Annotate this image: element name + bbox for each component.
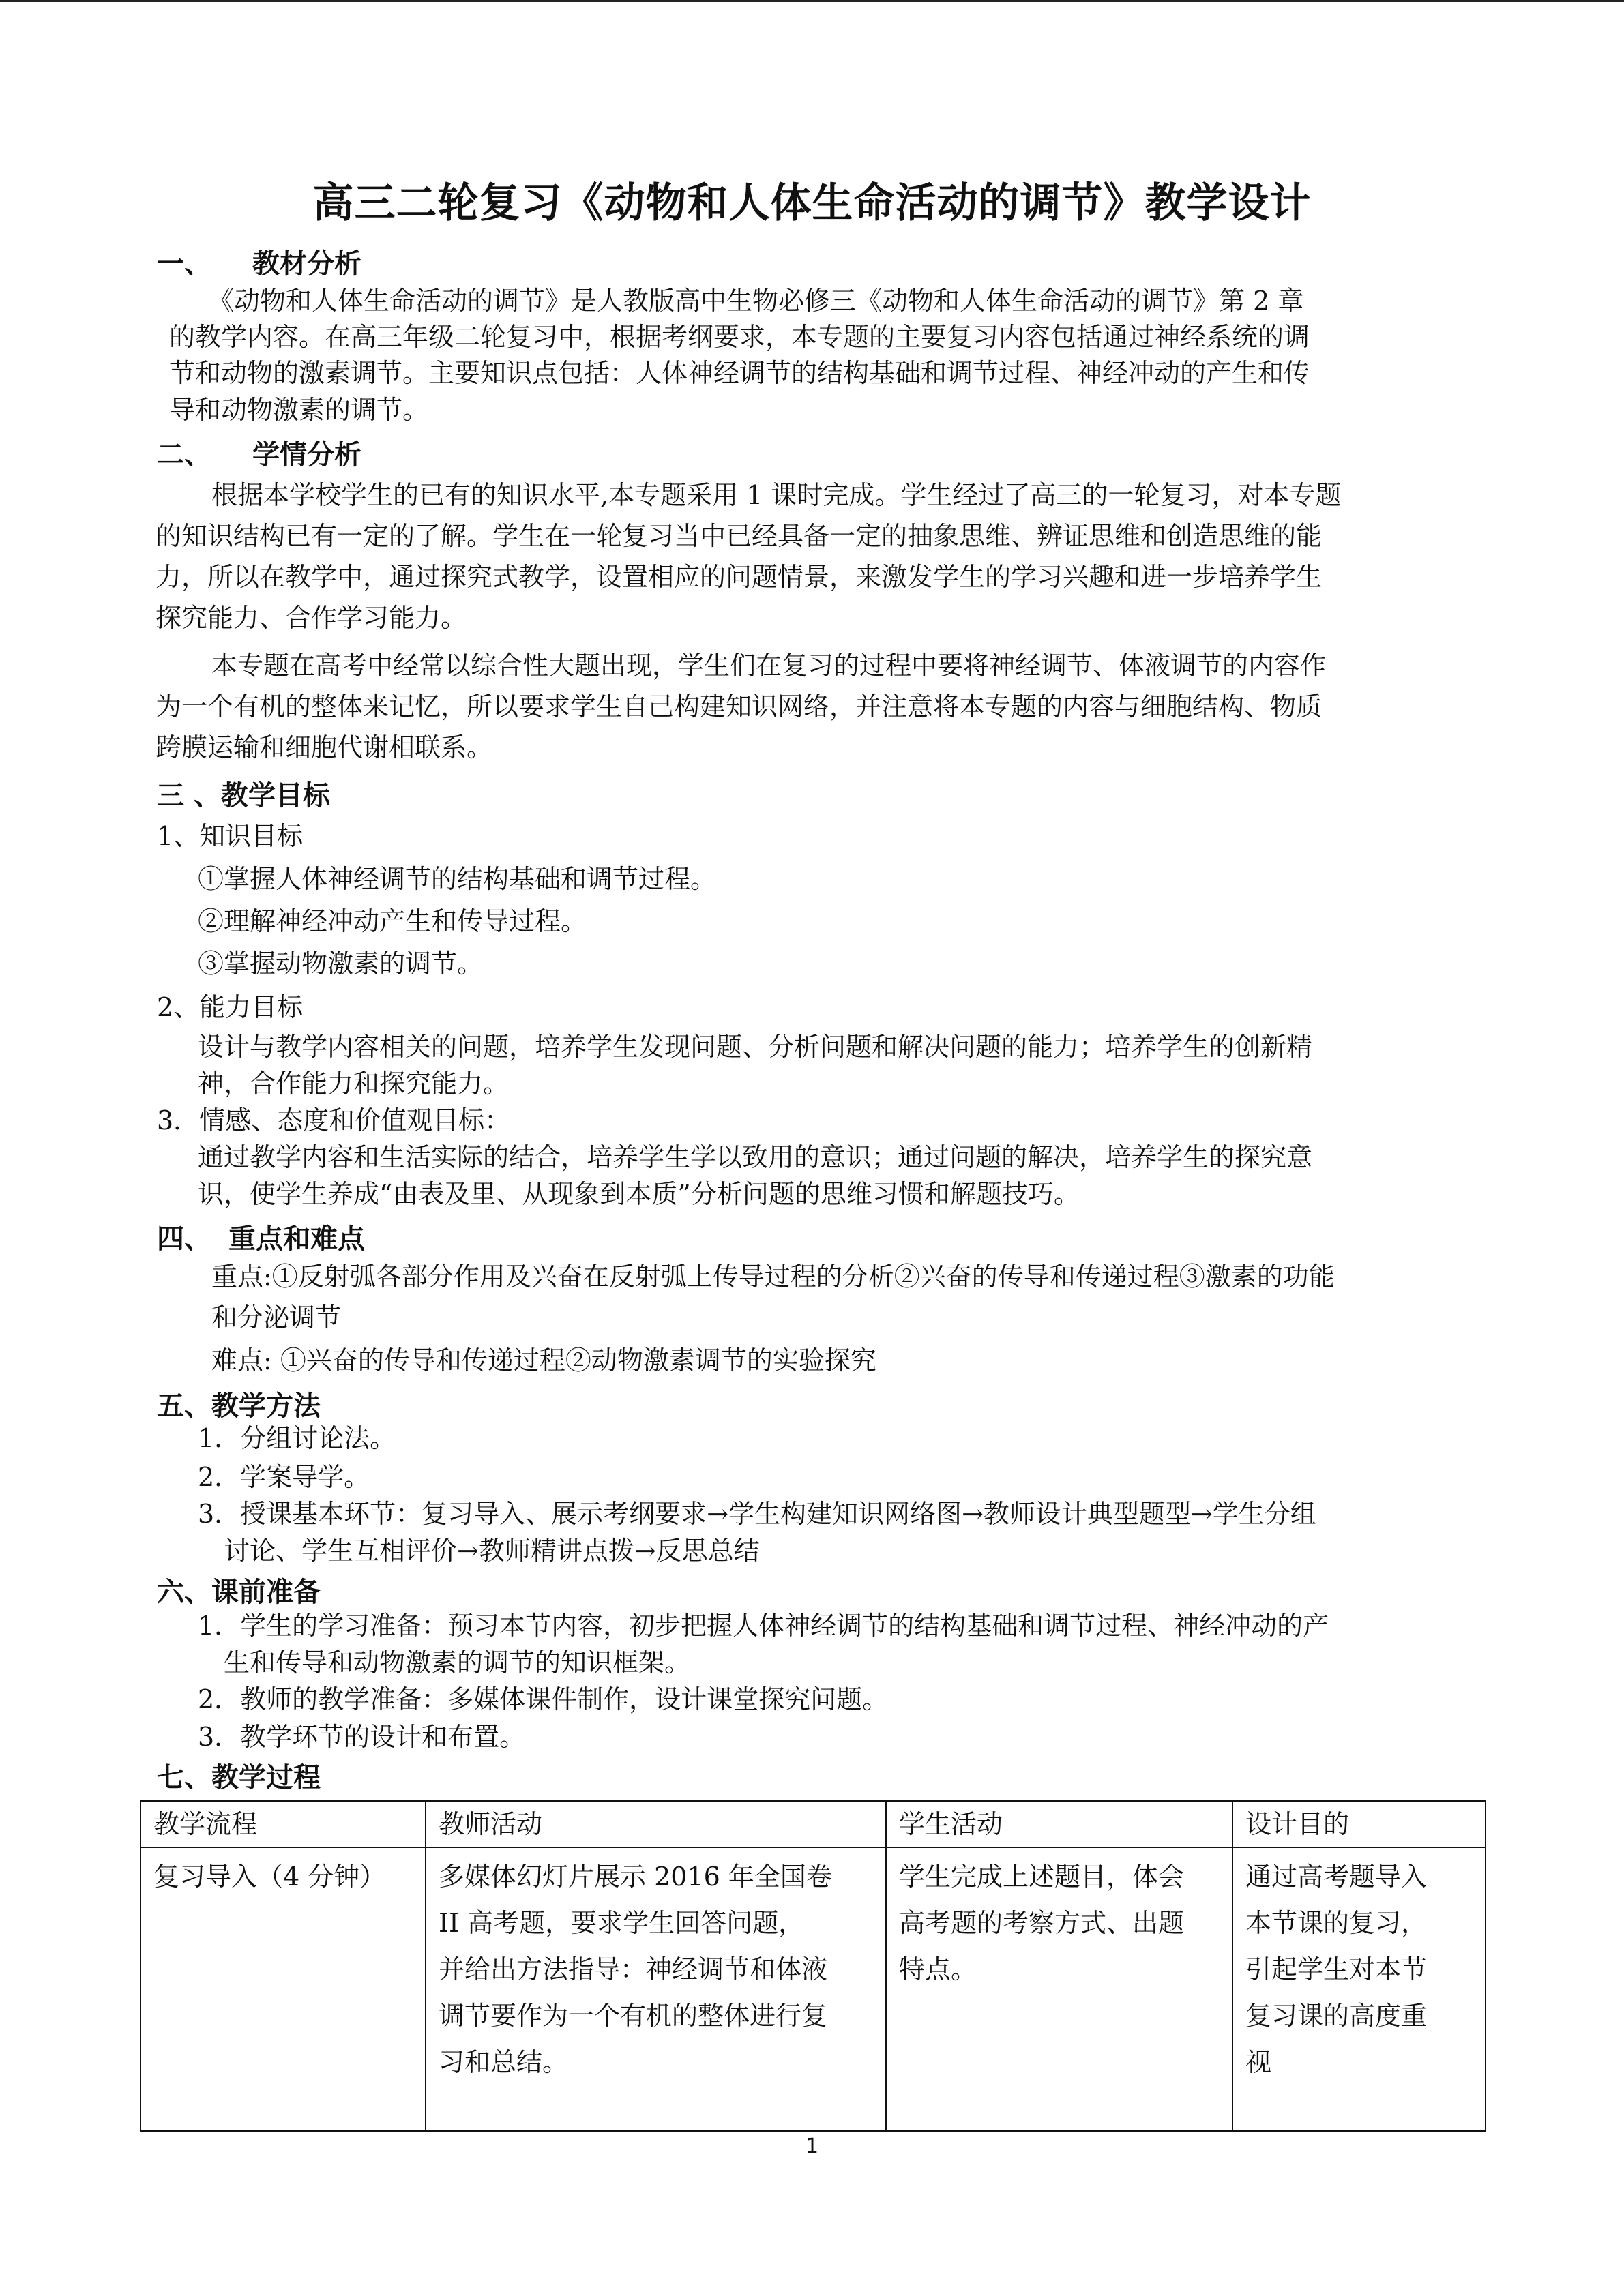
paragraph-line: 导和动物激素的调节。 (169, 395, 429, 425)
list-item: 1．学生的学习准备：预习本节内容，初步把握人体神经调节的结构基础和调节过程、神经冲动的产 (198, 1611, 1329, 1641)
table-header-cell: 设计目的 (1232, 1801, 1486, 1847)
design-purpose-cell (1232, 1847, 1486, 2131)
section-heading-4 (157, 1217, 365, 1256)
cell-line: 复习课的高度重 (1245, 2001, 1428, 2031)
goal-item: ②理解神经冲动产生和传导过程。 (198, 906, 587, 936)
section-number: 四、 (157, 1223, 211, 1255)
section-heading-5: 五、教学方法 (157, 1390, 321, 1422)
cell-line: II 高考题，要求学生回答问题， (439, 1908, 805, 1938)
list-item-continued: 生和传导和动物激素的调节的知识框架。 (224, 1648, 691, 1678)
paragraph-line: 《动物和人体生命活动的调节》是人教版高中生物必修三《动物和人体生命活动的调节》第 2 章 (208, 286, 1304, 316)
section-title: 学情分析 (252, 439, 361, 471)
page-title: 高三二轮复习《动物和人体生命活动的调节》教学设计 (312, 179, 1312, 227)
cell-line: 视 (1245, 2047, 1272, 2077)
section-number: 一、 (157, 248, 211, 280)
list-item: 2．教师的教学准备：多媒体课件制作，设计课堂探究问题。 (198, 1684, 889, 1714)
list-item: 3．授课基本环节：复习导入、展示考纲要求→学生构建知识网络图→教师设计典型题型→学生分组 (198, 1499, 1316, 1529)
section-heading-2 (157, 433, 361, 472)
cell-line: 复习导入（4 分钟） (153, 1862, 386, 1892)
teaching-process-table (140, 1800, 1486, 2132)
paragraph-line: 重点:①反射弧各部分作用及兴奋在反射弧上传导过程的分析②兴奋的传导和传递过程③激素的功能 (211, 1262, 1335, 1292)
paragraph-line: 探究能力、合作学习能力。 (156, 603, 467, 633)
cell-line: 学生完成上述题目，体会 (899, 1862, 1185, 1892)
page-number: 1 (805, 2134, 819, 2158)
section-number: 二、 (157, 439, 211, 471)
table-header-cell: 学生活动 (886, 1801, 1232, 1847)
paragraph-line: 设计与教学内容相关的问题，培养学生发现问题、分析问题和解决问题的能力；培养学生的创新精 (198, 1032, 1313, 1062)
paragraph-line: 识，使学生养成“由表及里、从现象到本质”分析问题的思维习惯和解题技巧。 (198, 1179, 1080, 1209)
goal-item: ①掌握人体神经调节的结构基础和调节过程。 (198, 864, 717, 894)
flow-cell (141, 1847, 426, 2131)
table-header-row (141, 1801, 1486, 1847)
section-heading-6: 六、课前准备 (157, 1577, 321, 1608)
teacher-activity-cell (426, 1847, 886, 2131)
paragraph-line: 跨膜运输和细胞代谢相联系。 (156, 732, 493, 762)
cell-line: 特点。 (899, 1954, 977, 1984)
cell-line: 调节要作为一个有机的整体进行复 (439, 2001, 828, 2031)
paragraph-line: 根据本学校学生的已有的知识水平,本专题采用 1 课时完成。学生经过了高三的一轮复习，对本专题 (211, 480, 1342, 510)
section-heading-1 (157, 242, 361, 281)
table-row (141, 1847, 1486, 2131)
paragraph-line: 为一个有机的整体来记忆，所以要求学生自己构建知识网络，并注意将本专题的内容与细胞结构、物质 (156, 691, 1323, 721)
cell-line: 本节课的复习， (1245, 1908, 1428, 1938)
list-item: 1．分组讨论法。 (198, 1423, 396, 1453)
cell-line: 引起学生对本节 (1245, 1954, 1428, 1984)
paragraph-line: 难点: ①兴奋的传导和传递过程②动物激素调节的实验探究 (211, 1345, 876, 1375)
paragraph-line: 本专题在高考中经常以综合性大题出现，学生们在复习的过程中要将神经调节、体液调节的内容作 (211, 651, 1327, 681)
section-heading-7: 七、教学过程 (157, 1762, 321, 1793)
student-activity-cell (886, 1847, 1232, 2131)
paragraph-line: 的教学内容。在高三年级二轮复习中，根据考纲要求，本专题的主要复习内容包括通过神经系统的调 (169, 322, 1310, 352)
goal-item: ③掌握动物激素的调节。 (198, 949, 484, 979)
paragraph-line: 的知识结构已有一定的了解。学生在一轮复习当中已经具备一定的抽象思维、辨证思维和创造思维的能 (156, 521, 1323, 551)
paragraph-line: 神，合作能力和探究能力。 (198, 1069, 510, 1099)
section-title: 教材分析 (252, 248, 361, 280)
cell-line: 通过高考题导入 (1245, 1862, 1428, 1892)
table-header-cell: 教师活动 (426, 1801, 886, 1847)
cell-line: 习和总结。 (439, 2047, 569, 2077)
subheading: 2、能力目标 (157, 992, 304, 1022)
cell-line: 高考题的考察方式、出题 (899, 1908, 1185, 1938)
subheading: 3．情感、态度和价值观目标： (157, 1105, 511, 1135)
subheading: 1、知识目标 (157, 821, 304, 851)
section-heading-3: 三 、教学目标 (157, 780, 330, 811)
table-header-cell: 教学流程 (141, 1801, 426, 1847)
cell-line: 多媒体幻灯片展示 2016 年全国卷 (439, 1862, 832, 1892)
list-item: 3．教学环节的设计和布置。 (198, 1722, 526, 1752)
list-item: 2．学案导学。 (198, 1462, 370, 1492)
paragraph-line: 力，所以在教学中，通过探究式教学，设置相应的问题情景，来激发学生的学习兴趣和进一步培养学生 (156, 562, 1323, 592)
paragraph-line: 通过教学内容和生活实际的结合，培养学生学以致用的意识；通过问题的解决，培养学生的探究意 (198, 1142, 1313, 1172)
cell-line: 并给出方法指导：神经调节和体液 (439, 1954, 828, 1984)
top-border-line (0, 0, 1624, 2)
paragraph-line: 和分泌调节 (211, 1302, 342, 1332)
section-title: 重点和难点 (228, 1223, 365, 1255)
list-item-continued: 讨论、学生互相评价→教师精讲点拨→反思总结 (224, 1536, 760, 1566)
paragraph-line: 节和动物的激素调节。主要知识点包括：人体神经调节的结构基础和调节过程、神经冲动的产生和传 (169, 358, 1310, 388)
